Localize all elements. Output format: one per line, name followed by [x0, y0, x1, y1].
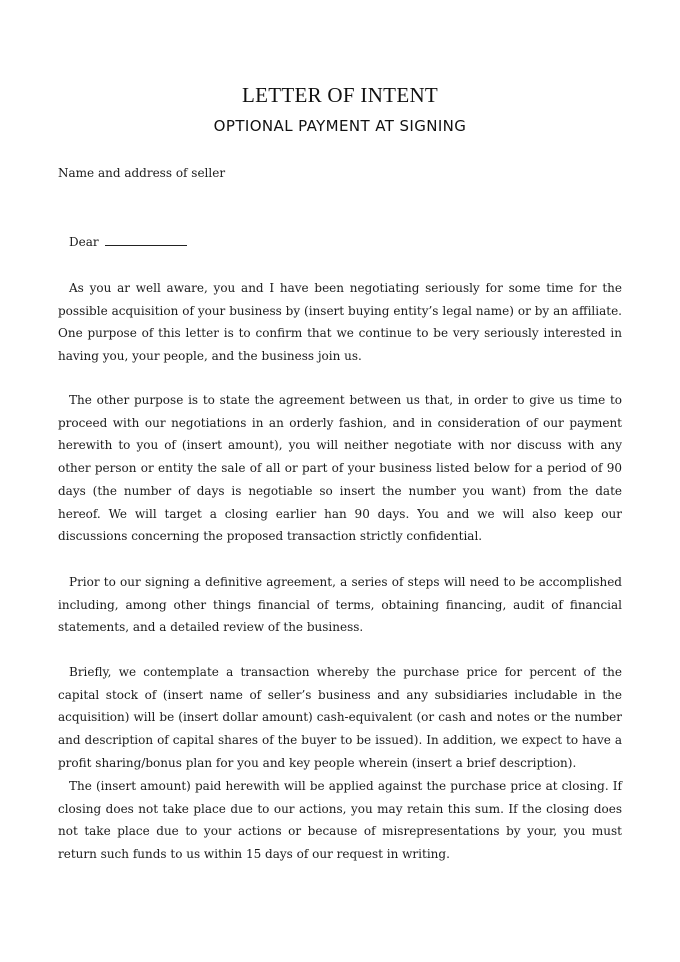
recipient-blank-line [105, 234, 187, 246]
paragraph-transaction: Briefly, we contemplate a transaction whereby the purchase price for percent of the capital stock of (insert name of seller’s business and any subsidiaries includable in the acquisition) will be (insert dollar amount) cash-equivalent (or cash and notes or the number and description of capital shares of the buyer to be issued). In addition, we expect to have a profit sharing/bonus plan for you and key people wherein (insert a brief description). [58, 665, 622, 770]
document-title: LETTER OF INTENT [241, 83, 439, 107]
salutation [69, 234, 187, 249]
paragraph-steps: Prior to our signing a definitive agreement, a series of steps will need to be accomplished including, among other things financial of terms, obtaining financing, audit of financial statements, and a detailed review of the business. [58, 575, 622, 635]
paragraph-exclusivity: The other purpose is to state the agreement between us that, in order to give us time to proceed with our negotiations in an orderly fashion, and in consideration of our payment herewith to you of (insert amount), you will neither negotiate with nor discuss with any other person or entity the sale of all or part of your business listed below for a period of 90 days (the number of days is negotiable so insert the number you want) from the date hereof. We will target a closing earlier han 90 days. You and we will also keep our discussions concerning the proposed transaction strictly confidential. [58, 393, 622, 544]
paragraph-payment: The (insert amount) paid herewith will be applied against the purchase price at closing. If closing does not take place due to our actions, you may retain this sum. If the closing does not take place due to your actions or because of misrepresentations by your, you must return such funds to us within 15 days of our request in writing. [58, 779, 622, 862]
paragraph-intro: As you ar well aware, you and I have been negotiating seriously for some time for the possible acquisition of your business by (insert buying entity’s legal name) or by an affiliate. One purpose of this letter is to confirm that we continue to be very seriously interested in having you, your people, and the business join us. [58, 281, 622, 364]
salutation-text: Dear [69, 235, 99, 249]
seller-address-line: Name and address of seller [58, 166, 226, 180]
document-subtitle: OPTIONAL PAYMENT AT SIGNING [213, 117, 467, 135]
